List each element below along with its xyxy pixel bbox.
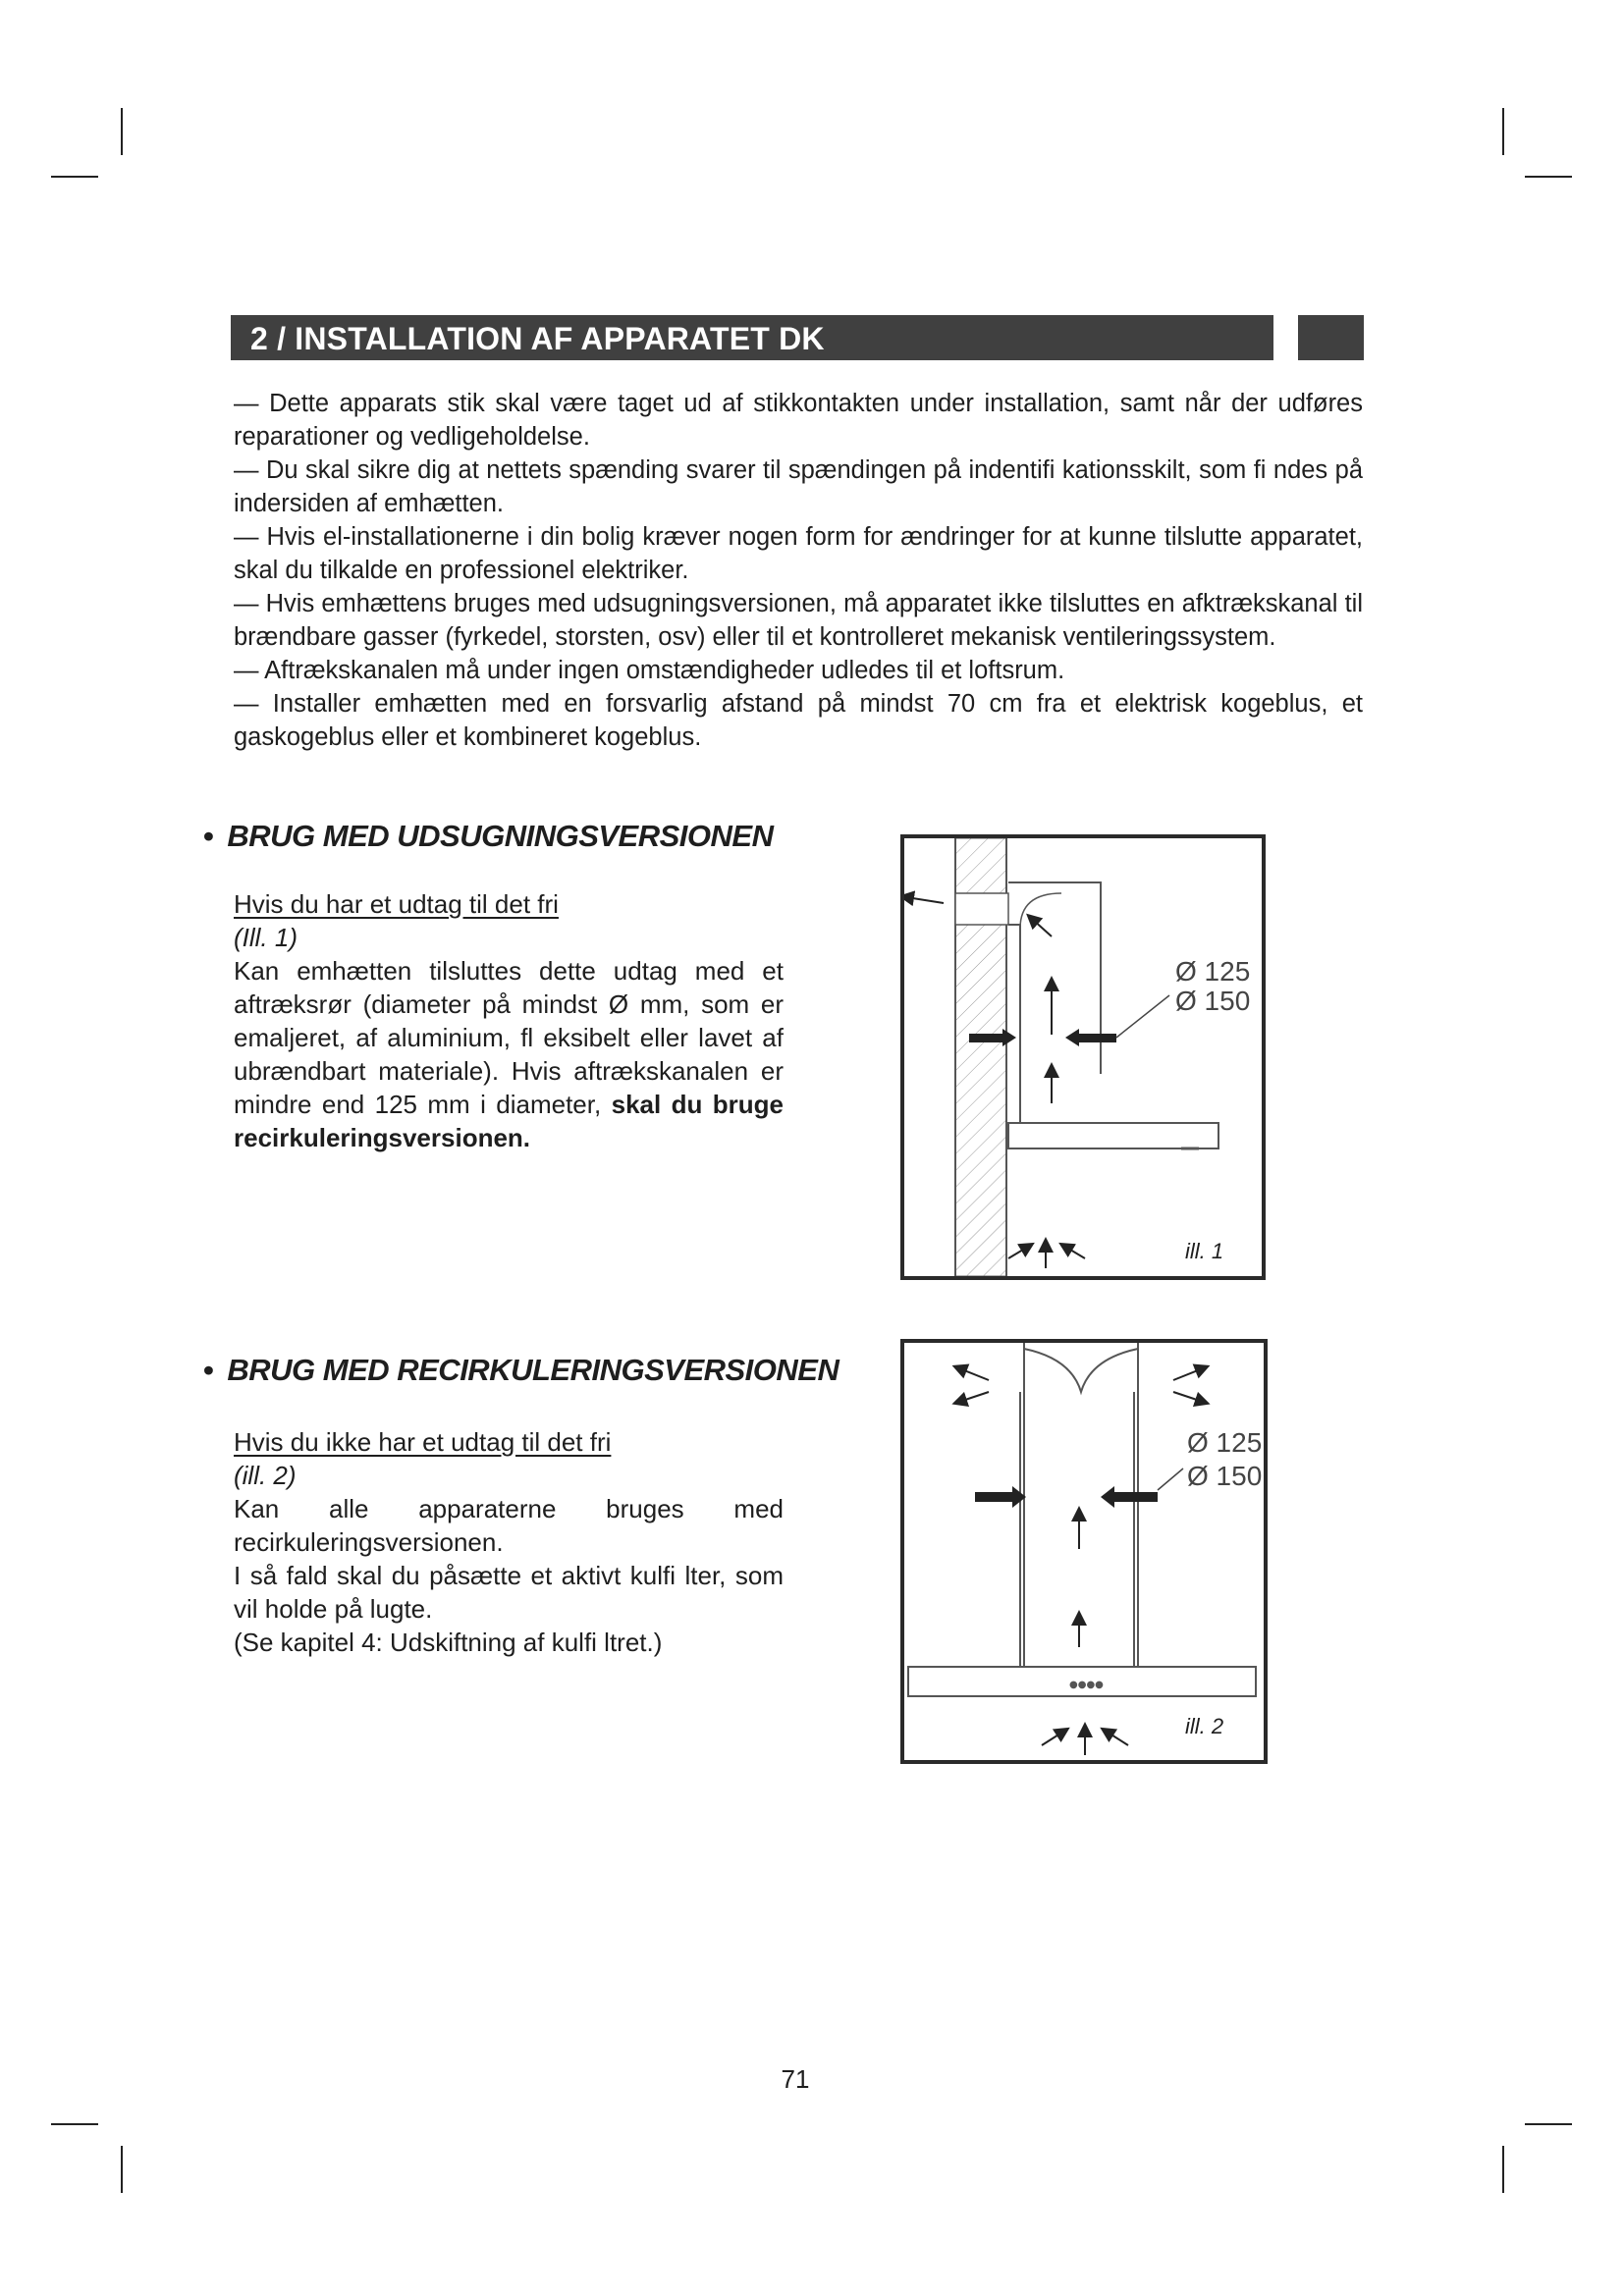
section-title-recirculation: • BRUG MED RECIRKULERINGSVERSIONEN bbox=[203, 1353, 839, 1387]
crop-mark bbox=[1525, 2123, 1572, 2125]
crop-mark bbox=[1525, 176, 1572, 178]
extraction-diagram bbox=[904, 838, 1262, 1276]
intro-paragraph: — Aftrækskanalen må under ingen omstændigheder udledes til et loftsrum. bbox=[234, 657, 1065, 684]
subtitle: Hvis du har et udtag til det fri bbox=[234, 889, 559, 919]
intro-paragraph: — Dette apparats stik skal være taget ud af stikkontakten under installation, samt når der udføres reparationer og vedligeholdelse. bbox=[234, 390, 1363, 451]
recirculation-diagram bbox=[904, 1343, 1264, 1760]
dimension-label: Ø 125 bbox=[1187, 1427, 1263, 1458]
header-tab bbox=[1298, 315, 1364, 360]
body-text: I så fald skal du påsætte et aktivt kulfi lter, som vil holde på lugte. bbox=[234, 1561, 784, 1624]
crop-mark bbox=[51, 176, 98, 178]
figure-label: ill. 2 bbox=[1185, 1714, 1224, 1738]
crop-mark bbox=[51, 2123, 98, 2125]
crop-mark bbox=[1502, 2146, 1504, 2193]
intro-paragraph: — Hvis el-installationerne i din bolig kræver nogen form for ændringer for at kunne tilslutte apparatet, skal du tilkalde en professionel elektriker. bbox=[234, 523, 1363, 584]
page-number: 71 bbox=[781, 2064, 810, 2094]
body-text: Kan emhætten tilsluttes dette udtag med et aftræksrør (diameter på mindst Ø mm, som er emaljeret, af aluminium, fl eksibelt eller lavet af ubrændbart materiale). Hvis aftrækskanalen er mindre end 125 mm i diameter, skal du bruge recirkuleringsversionen. bbox=[234, 956, 784, 1152]
figure-label: ill. 1 bbox=[1185, 1239, 1224, 1263]
intro-paragraph: — Installer emhætten med en forsvarlig afstand på mindst 70 cm fra et elektrisk kogeblus, et gaskogeblus eller et kombineret kogeblus. bbox=[234, 690, 1363, 751]
svg-text:●●●●: ●●●● bbox=[1069, 1680, 1104, 1690]
body-text: (Se kapitel 4: Udskiftning af kulfi ltret.) bbox=[234, 1628, 663, 1657]
figure-ill-1 bbox=[900, 834, 1266, 1280]
section-header-title: 2 / INSTALLATION AF APPARATET DK bbox=[250, 321, 825, 356]
crop-mark bbox=[121, 108, 123, 155]
dimension-label: Ø 150 bbox=[1175, 986, 1251, 1016]
section-header bbox=[231, 315, 1273, 360]
section-recirculation-body bbox=[234, 1425, 784, 1659]
intro-paragraph: — Du skal sikre dig at nettets spænding svarer til spændingen på indentifi kationsskilt, som fi ndes på indersiden af emhætten. bbox=[234, 456, 1363, 517]
subtitle: Hvis du ikke har et udtag til det fri bbox=[234, 1427, 612, 1457]
figure-ill-2 bbox=[900, 1339, 1268, 1764]
figure-reference: (Ill. 1) bbox=[234, 923, 298, 952]
section-extraction-body bbox=[234, 887, 784, 1154]
crop-mark bbox=[121, 2146, 123, 2193]
crop-mark bbox=[1502, 108, 1504, 155]
figure-reference: (ill. 2) bbox=[234, 1461, 297, 1490]
dimension-label: Ø 125 bbox=[1175, 956, 1251, 987]
intro-text bbox=[234, 387, 1363, 754]
intro-paragraph: — Hvis emhættens bruges med udsugningsversionen, må apparatet ikke tilsluttes en afktrækskanal til brændbare gasser (fyrkedel, storsten, osv) eller til et kontrolleret mekanisk ventileringssystem. bbox=[234, 590, 1363, 651]
body-text: Kan alle apparaterne bruges med recirkuleringsversionen. bbox=[234, 1494, 784, 1557]
section-title-extraction: • BRUG MED UDSUGNINGSVERSIONEN bbox=[203, 819, 774, 853]
dimension-label: Ø 150 bbox=[1187, 1461, 1263, 1491]
